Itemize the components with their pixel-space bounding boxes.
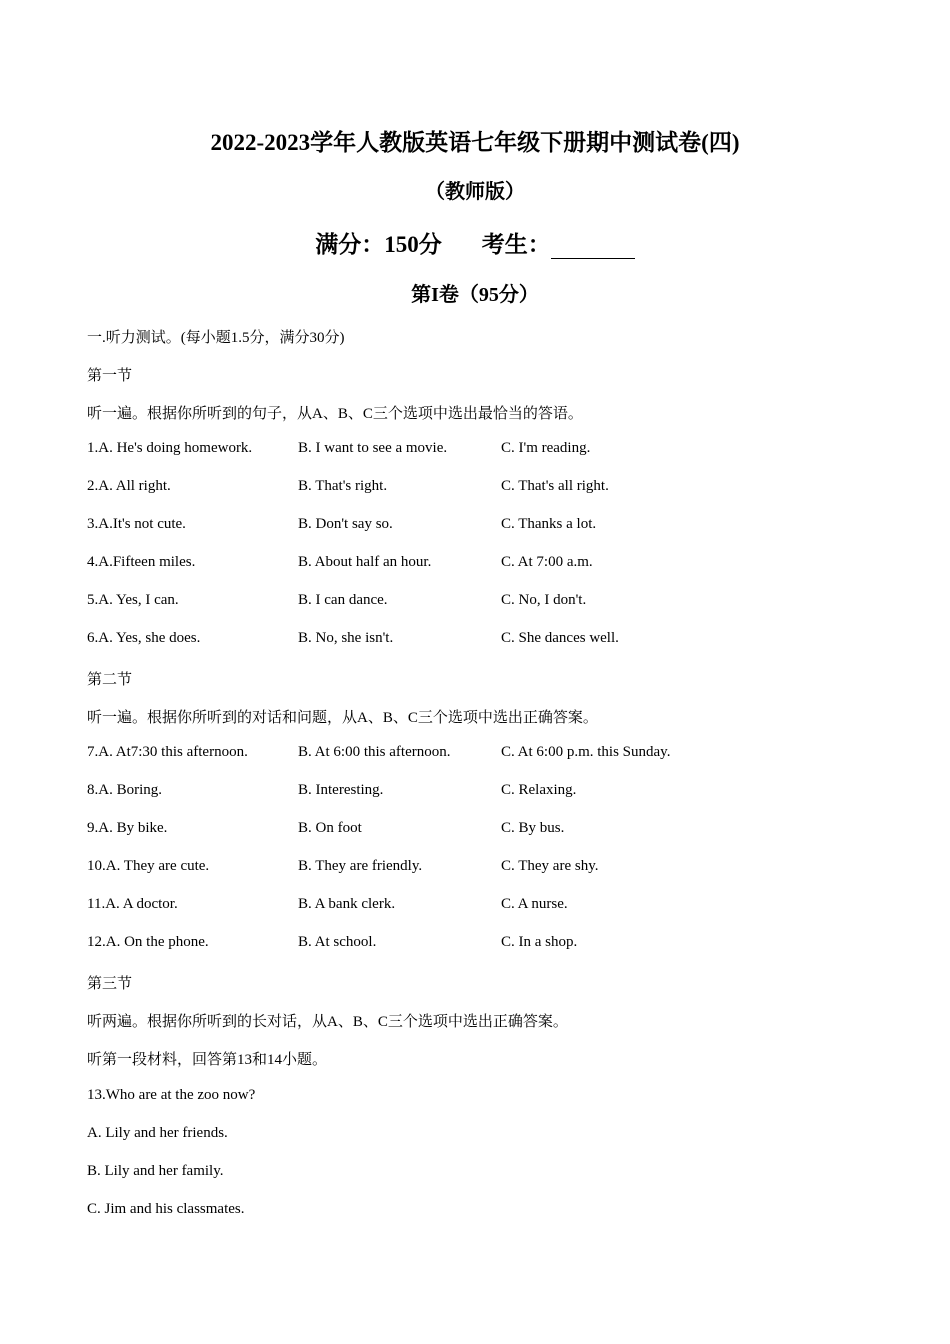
option-a: 9.A. By bike. <box>87 820 168 836</box>
option-b: B. At 6:00 this afternoon. <box>298 744 451 760</box>
examinee-name-blank[interactable] <box>551 236 635 259</box>
option-b: B. A bank clerk. <box>298 896 396 912</box>
part2-instruction: 听一遍。根据你所听到的对话和问题，从A、B、C三个选项中选出正确答案。 <box>87 710 598 726</box>
part3-instruction: 听两遍。根据你所听到的长对话，从A、B、C三个选项中选出正确答案。 <box>87 1014 568 1030</box>
option-c: C. No, I don't. <box>501 592 587 608</box>
part1-label: 第一节 <box>87 368 133 384</box>
part2-label: 第二节 <box>87 672 133 688</box>
edition-label: （教师版） <box>425 181 525 203</box>
option-c: C. They are shy. <box>501 858 599 874</box>
section-heading: 一.听力测试。(每小题1.5分，满分30分) <box>87 330 345 346</box>
option-a: 4.A.Fifteen miles. <box>87 554 196 570</box>
option-a: 8.A. Boring. <box>87 782 162 798</box>
q13-option-b: B. Lily and her family. <box>87 1163 224 1179</box>
part3-material: 听第一段材料，回答第13和14小题。 <box>87 1052 328 1068</box>
option-b: B. At school. <box>298 934 377 950</box>
option-a: 10.A. They are cute. <box>87 858 210 874</box>
score-line <box>0 226 950 259</box>
option-a: 6.A. Yes, she does. <box>87 630 201 646</box>
option-b: B. That's right. <box>298 478 388 494</box>
option-b: B. Interesting. <box>298 782 384 798</box>
q13-option-c: C. Jim and his classmates. <box>87 1201 245 1217</box>
examinee-label: 考生： <box>481 232 551 257</box>
option-a: 2.A. All right. <box>87 478 171 494</box>
part1-instruction: 听一遍。根据你所听到的句子，从A、B、C三个选项中选出最恰当的答语。 <box>87 406 583 422</box>
option-b: B. On foot <box>298 820 362 836</box>
option-b: B. About half an hour. <box>298 554 432 570</box>
option-a: 12.A. On the phone. <box>87 934 209 950</box>
option-a: 1.A. He's doing homework. <box>87 440 253 456</box>
part3-label: 第三节 <box>87 976 133 992</box>
option-a: 11.A. A doctor. <box>87 896 178 912</box>
option-c: C. That's all right. <box>501 478 609 494</box>
option-b: B. Don't say so. <box>298 516 393 532</box>
q13-option-a: A. Lily and her friends. <box>87 1125 228 1141</box>
option-b: B. No, she isn't. <box>298 630 394 646</box>
option-c: C. She dances well. <box>501 630 619 646</box>
option-c: C. Thanks a lot. <box>501 516 597 532</box>
part-title: 第I卷（95分） <box>411 284 539 306</box>
exam-title: 2022-2023学年人教版英语七年级下册期中测试卷(四) <box>210 130 740 155</box>
option-c: C. At 6:00 p.m. this Sunday. <box>501 744 671 760</box>
option-b: B. They are friendly. <box>298 858 423 874</box>
q13-stem: 13.Who are at the zoo now? <box>87 1087 256 1103</box>
option-b: B. I can dance. <box>298 592 388 608</box>
full-score: 满分：150分 <box>315 232 442 257</box>
option-c: C. A nurse. <box>501 896 568 912</box>
option-c: C. At 7:00 a.m. <box>501 554 593 570</box>
option-a: 5.A. Yes, I can. <box>87 592 179 608</box>
option-b: B. I want to see a movie. <box>298 440 448 456</box>
option-c: C. Relaxing. <box>501 782 577 798</box>
option-c: C. By bus. <box>501 820 565 836</box>
option-a: 3.A.It's not cute. <box>87 516 186 532</box>
option-c: C. In a shop. <box>501 934 578 950</box>
option-c: C. I'm reading. <box>501 440 591 456</box>
option-a: 7.A. At7:30 this afternoon. <box>87 744 248 760</box>
